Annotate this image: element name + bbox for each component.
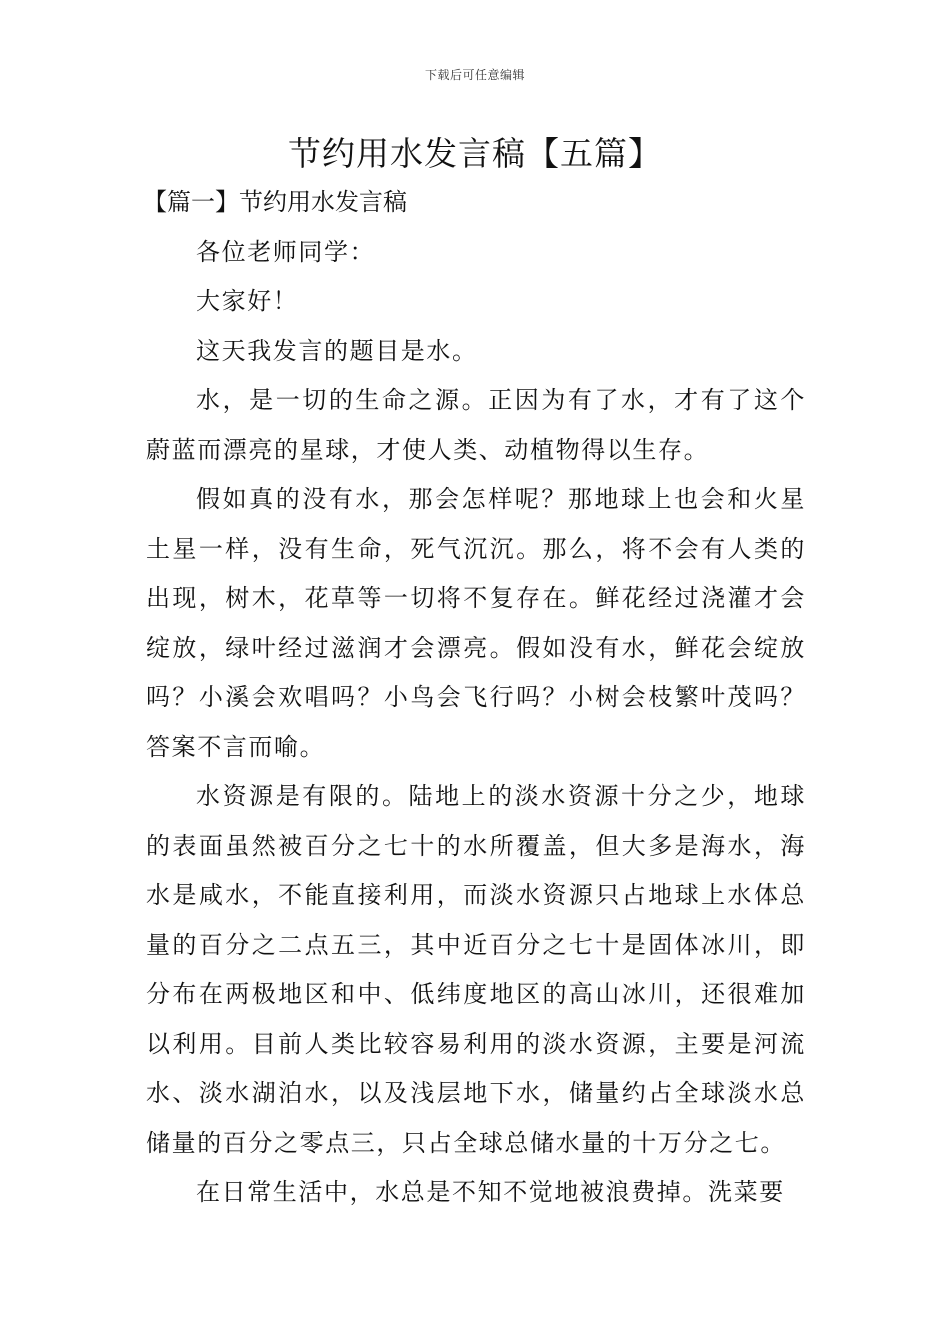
document-title: 节约用水发言稿【五篇】 [288,134,662,173]
paragraph-daily-waste: 在日常生活中，水总是不知不觉地被浪费掉。洗菜要 [196,1178,785,1206]
paragraph-greeting: 大家好！ [196,287,299,315]
section-heading: 【篇一】节约用水发言稿 [143,188,407,216]
paragraph-salutation: 各位老师同学： [196,237,376,266]
paragraph-without-water: 假如真的没有水，那会怎样呢？那地球上也会和火星土星一样，没有生命，死气沉沉。那么，将不会有人类的出现，树木，花草等一切将不复存在。鲜花经过浇灌才会绽放，绿叶经过滋润才会漂亮。假如没有水，鲜花会绽放吗？小溪会欢唱吗？小鸟会飞行吗？小树会枝繁叶茂吗？答案不言而喻。 [146,485,806,761]
document-body [143,178,806,1218]
paragraph-source-of-life: 水，是一切的生命之源。正因为有了水，才有了这个蔚蓝而漂亮的星球，才使人类、动植物得以生存。 [146,386,806,464]
paragraph-limited-resources: 水资源是有限的。陆地上的淡水资源十分之少，地球的表面虽然被百分之七十的水所覆盖，但大多是海水，海水是咸水，不能直接利用，而淡水资源只占地球上水体总量的百分之二点五三，其中近百分之七十是固体冰川，即分布在两极地区和中、低纬度地区的高山冰川，还很难加以利用。目前人类比较容易利用的淡水资源，主要是河流水、淡水湖泊水，以及浅层地下水，储量约占全球淡水总储量的百分之零点三，只占全球总储水量的十万分之七。 [146,782,806,1157]
paragraph-topic: 这天我发言的题目是水。 [196,336,478,365]
header-note: 下载后可任意编辑 [424,68,525,82]
